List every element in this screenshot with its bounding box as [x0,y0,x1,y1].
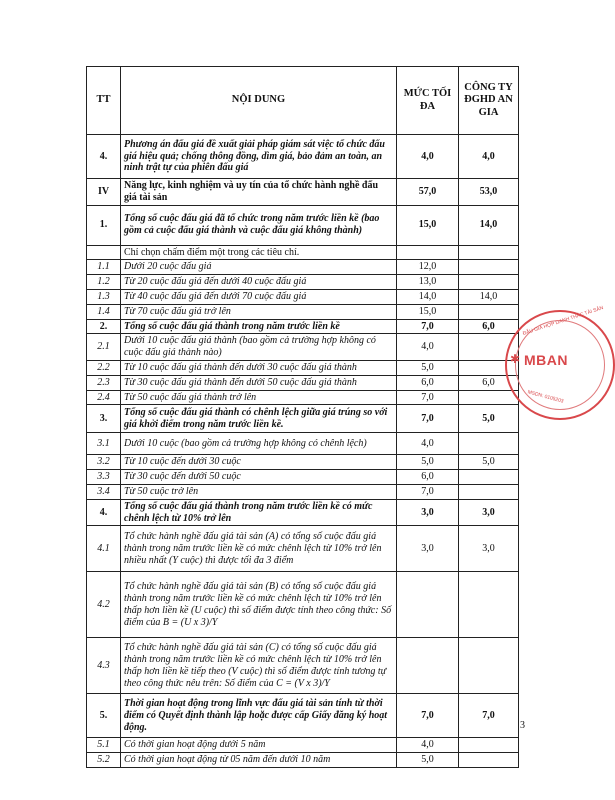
table-row [87,638,519,694]
row-max-score: 4,0 [397,433,459,455]
row-content: Năng lực, kinh nghiệm và uy tín của tổ chức hành nghề đấu giá tài sản [121,179,397,206]
table-row [87,334,519,361]
header-content: NỘI DUNG [121,67,397,135]
row-content: Từ 50 cuộc đấu giá thành trở lên [121,390,397,405]
row-company-score [459,275,519,290]
row-max-score: 57,0 [397,179,459,206]
table-row [87,205,519,245]
row-company-score: 3,0 [459,526,519,572]
row-max-score: 13,0 [397,275,459,290]
row-tt: 3. [87,405,121,433]
stamp-bottom-text: MSDN: 0105203 [526,389,565,405]
stamp-brand: MBAN [524,352,568,368]
row-max-score: 6,0 [397,375,459,390]
row-content: Từ 10 cuộc đến dưới 30 cuộc [121,455,397,470]
star-icon: ✱ [510,352,521,366]
table-row [87,572,519,638]
row-content: Từ 30 cuộc đấu giá thành đến dưới 50 cuộc đấu giá thành [121,375,397,390]
row-content: Thời gian hoạt động trong lĩnh vực đấu giá tài sản tính từ thời điểm có Quyết định thành lập hoặc được cấp Giấy đăng ký hoạt động. [121,694,397,738]
table-row [87,694,519,738]
table-row [87,375,519,390]
row-content: Tổng số cuộc đấu giá thành trong năm trước liền kề có mức chênh lệch từ 10% trở lên [121,499,397,526]
row-company-score [459,572,519,638]
scoring-table [86,66,519,768]
row-tt: 4. [87,499,121,526]
row-tt: 5.2 [87,753,121,768]
row-max-score: 7,0 [397,484,459,499]
table-row [87,275,519,290]
row-content: Từ 70 cuộc đấu giá trở lên [121,304,397,319]
row-tt: 4.2 [87,572,121,638]
table-row [87,738,519,753]
row-tt: 1.2 [87,275,121,290]
row-content: Tổng số cuộc đấu giá đã tổ chức trong năm trước liền kề (bao gồm cả cuộc đấu giá thành và cuộc đấu giá không thành) [121,205,397,245]
table-row [87,304,519,319]
row-content: Tổng số cuộc đấu giá thành có chênh lệch giữa giá trúng so với giá khởi điểm trong năm trước liền kề. [121,405,397,433]
row-content: Phương án đấu giá đề xuất giải pháp giám sát việc tổ chức đấu giá hiệu quả; chống thông đồng, dìm giá, bảo đảm an toàn, an ninh trật tự của phiên đấu giá [121,135,397,179]
table-row [87,260,519,275]
row-max-score [397,638,459,694]
row-max-score: 7,0 [397,319,459,334]
row-tt [87,245,121,260]
row-content: Tổ chức hành nghề đấu giá tài sản (A) có tổng số cuộc đấu giá thành trong năm trước liền kề có mức chênh lệch từ 10% trở lên nhiều nhất (Y cuộc) thì được tối đa 3 điểm [121,526,397,572]
row-company-score [459,260,519,275]
row-tt: 2.2 [87,360,121,375]
table-row [87,753,519,768]
row-company-score [459,245,519,260]
row-company-score: 53,0 [459,179,519,206]
row-max-score: 12,0 [397,260,459,275]
row-max-score [397,245,459,260]
row-max-score: 7,0 [397,694,459,738]
table-row [87,245,519,260]
row-company-score [459,390,519,405]
row-company-score: 5,0 [459,405,519,433]
row-company-score: 6,0 [459,319,519,334]
row-company-score [459,470,519,485]
row-tt: 5. [87,694,121,738]
row-company-score [459,304,519,319]
row-max-score: 3,0 [397,499,459,526]
row-max-score: 4,0 [397,135,459,179]
table-row [87,405,519,433]
row-content: Dưới 10 cuộc đấu giá thành (bao gồm cả trường hợp không có cuộc đấu giá thành nào) [121,334,397,361]
table-row [87,319,519,334]
row-max-score: 5,0 [397,360,459,375]
row-tt: 4.3 [87,638,121,694]
row-content: Tổng số cuộc đấu giá thành trong năm trước liền kề [121,319,397,334]
row-tt: 5.1 [87,738,121,753]
row-max-score: 3,0 [397,526,459,572]
row-company-score: 14,0 [459,289,519,304]
row-content: Có thời gian hoạt động dưới 5 năm [121,738,397,753]
row-company-score: 6,0 [459,375,519,390]
row-company-score: 14,0 [459,205,519,245]
row-content: Dưới 10 cuộc (bao gồm cả trường hợp không có chênh lệch) [121,433,397,455]
row-max-score: 15,0 [397,205,459,245]
table-row [87,455,519,470]
row-max-score: 7,0 [397,390,459,405]
row-tt: 1.4 [87,304,121,319]
row-company-score [459,638,519,694]
row-content: Tổ chức hành nghề đấu giá tài sản (B) có tổng số cuộc đấu giá thành trong năm trước liền kề có mức chênh lệch từ 10% trở lên thấp hơn liền kề (U cuộc) thì số điểm được tính theo công thức: Số điểm của B = (U x 3)/Y [121,572,397,638]
row-max-score: 15,0 [397,304,459,319]
table-header-row [87,67,519,135]
row-tt: 3.1 [87,433,121,455]
row-content: Từ 10 cuộc đấu giá thành đến dưới 30 cuộc đấu giá thành [121,360,397,375]
table-row [87,526,519,572]
table-row [87,470,519,485]
table-row [87,390,519,405]
row-max-score: 4,0 [397,738,459,753]
stamp-top-text: ĐẤU GIÁ HỢP DANH THÁC TÀI SẢN [522,305,605,337]
row-content: Từ 50 cuộc trở lên [121,484,397,499]
row-company-score [459,484,519,499]
row-tt: IV [87,179,121,206]
table-row [87,360,519,375]
row-company-score [459,753,519,768]
row-company-score: 5,0 [459,455,519,470]
table-row [87,433,519,455]
row-tt: 1.3 [87,289,121,304]
header-company-score: CÔNG TY ĐGHD AN GIA [459,67,519,135]
row-company-score [459,738,519,753]
row-max-score: 5,0 [397,455,459,470]
company-stamp [505,305,615,420]
row-max-score: 7,0 [397,405,459,433]
row-content: Tổ chức hành nghề đấu giá tài sản (C) có tổng số cuộc đấu giá thành trong năm trước liền kề có mức chênh lệch từ 10% trở lên thấp hơn liền kề tiếp theo (V cuộc) thì số điểm được tính tương tự theo công thức nêu trên: Số điểm của C = (V x 3)/Y [121,638,397,694]
row-company-score: 7,0 [459,694,519,738]
table-row [87,499,519,526]
table-row [87,135,519,179]
table-row [87,484,519,499]
row-tt: 4.1 [87,526,121,572]
row-tt: 3.2 [87,455,121,470]
row-tt: 4. [87,135,121,179]
row-max-score: 6,0 [397,470,459,485]
row-company-score [459,433,519,455]
row-max-score: 4,0 [397,334,459,361]
row-tt: 2.1 [87,334,121,361]
row-tt: 2.3 [87,375,121,390]
row-max-score: 14,0 [397,289,459,304]
header-max-score: MỨC TỐI ĐA [397,67,459,135]
row-content: Chỉ chọn chấm điểm một trong các tiêu chí. [121,245,397,260]
header-tt: TT [87,67,121,135]
row-content: Từ 40 cuộc đấu giá đến dưới 70 cuộc đấu giá [121,289,397,304]
table-row [87,179,519,206]
table-body [87,135,519,768]
row-company-score: 4,0 [459,135,519,179]
row-tt: 2. [87,319,121,334]
row-content: Từ 20 cuộc đấu giá đến dưới 40 cuộc đấu giá [121,275,397,290]
row-content: Dưới 20 cuộc đấu giá [121,260,397,275]
row-tt: 3.3 [87,470,121,485]
row-tt: 3.4 [87,484,121,499]
row-content: Từ 30 cuộc đến dưới 50 cuộc [121,470,397,485]
row-content: Có thời gian hoạt động từ 05 năm đến dưới 10 năm [121,753,397,768]
row-max-score: 5,0 [397,753,459,768]
row-max-score [397,572,459,638]
page-number: 3 [520,720,525,731]
row-company-score: 3,0 [459,499,519,526]
row-tt: 1. [87,205,121,245]
row-tt: 2.4 [87,390,121,405]
row-tt: 1.1 [87,260,121,275]
table-row [87,289,519,304]
